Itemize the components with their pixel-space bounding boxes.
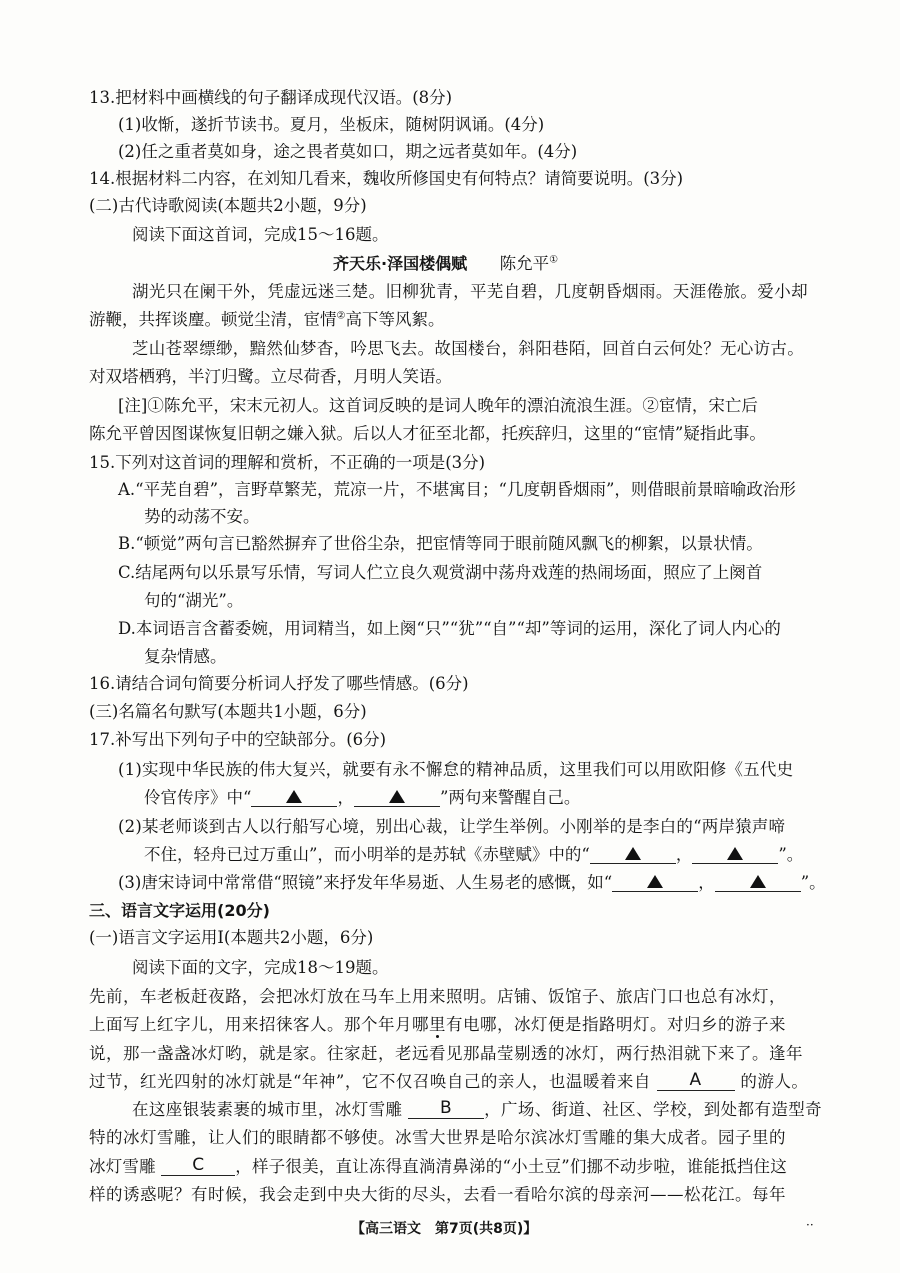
fill-blank[interactable]: [251, 786, 337, 807]
question-15-option-b: B.“顿觉”两句言已豁然摒弃了世俗尘杂，把宦情等同于眼前随风飘飞的柳絮，以景状情。: [118, 534, 763, 553]
text: ，: [698, 873, 715, 892]
triangle-icon: [647, 875, 663, 888]
section-poetry-heading: (二)古代诗歌阅读(本题共2小题，9分): [89, 196, 367, 215]
text: 不住，轻舟已过万重山”，而小明举的是苏轼《赤壁赋》中的“: [144, 845, 590, 864]
question-15-option-d-cont: 复杂情感。: [144, 647, 227, 666]
poem-stanza-1-line-1: 湖光只在阑干外，凭虚远迷三楚。旧柳犹青，平芜自碧，几度朝昏烟雨。天涯倦旅。爱小却: [132, 282, 808, 301]
corner-mark: ··: [806, 1218, 814, 1232]
poem-note-line-2: 陈允平曾因图谋恢复旧朝之嫌入狱。后以人才征至北都，托疾辞归，这里的“宦情”疑指此事。: [89, 424, 766, 443]
question-17-item-1-cont: [144, 786, 580, 810]
poem-instruction: 阅读下面这首词，完成15～16题。: [132, 225, 389, 244]
fill-blank[interactable]: [715, 871, 801, 892]
triangle-icon: [389, 790, 405, 803]
blank-label-a: A: [689, 1070, 702, 1090]
passage-line-5: [132, 1098, 822, 1122]
text: 冰灯雪雕: [89, 1157, 156, 1176]
question-15-option-a: A.“平芜自碧”，言野草繁芜，荒凉一片，不堪寓目；“几度朝昏烟雨”，则借眼前景暗喻政治形: [118, 480, 796, 499]
question-13-item-2: (2)任之重者莫如身，途之畏者莫如口，期之远者莫如年。(4分): [118, 142, 578, 161]
text: 的游人。: [740, 1072, 809, 1091]
section-3-1-heading: (一)语言文字运用Ⅰ(本题共2小题，6分): [89, 928, 374, 947]
triangle-icon: [286, 790, 302, 803]
blank-label-b: B: [440, 1098, 453, 1118]
text: ”两句来警醒自己。: [439, 788, 581, 807]
fill-blank[interactable]: [612, 871, 698, 892]
passage-line-6: 特的冰灯雪雕，让人们的眼睛都不够使。冰雪大世界是哈尔滨冰灯雪雕的集大成者。园子里的: [89, 1128, 786, 1147]
passage-line-3: 说，那一盏盏冰灯哟，就是家。往家赶，老远看见那晶莹剔透的冰灯，两行热泪就下来了。逢年: [89, 1044, 803, 1063]
question-15-option-d: D.本词语言含蓄委婉，用词精当，如上阕“只”“犹”“自”“却”等词的运用，深化了词人内心的: [118, 619, 781, 638]
fill-blank[interactable]: [590, 843, 676, 864]
blank-c[interactable]: [161, 1155, 235, 1176]
page-footer: 【高三语文 第7页(共8页)】: [351, 1221, 538, 1237]
poem-text: 高下等风絮。: [345, 310, 445, 329]
dotted-character: 里: [429, 1015, 446, 1034]
passage-line-7: [89, 1155, 787, 1179]
question-14: 14.根据材料二内容，在刘知几看来，魏收所修国史有何特点？请简要说明。(3分): [89, 169, 684, 188]
text: ”。: [778, 845, 804, 864]
text: 有电哪，冰灯便是指路明灯。对归乡的游子来: [446, 1015, 786, 1034]
poem-stanza-1-line-2: [89, 308, 444, 332]
blank-b[interactable]: [408, 1098, 484, 1119]
poem-stanza-2-line-1: 芝山苍翠缥缈，黯然仙梦杳，吟思飞去。故国楼台，斜阳巷陌，回首白云何处？无心访古。: [132, 339, 804, 358]
text: ，: [675, 845, 693, 864]
text: (3)唐宋诗词中常常借“照镜”来抒发年华易逝、人生易老的感慨，如“: [118, 873, 613, 892]
text-instruction: 阅读下面的文字，完成18～19题。: [132, 958, 389, 977]
section-3-heading: 三、语言文字运用(20分): [89, 901, 270, 920]
poem-author: 陈允平: [499, 254, 550, 273]
question-13-item-1: (1)收惭，遂折节读书。夏月，坐板床，随树阴讽诵。(4分): [118, 115, 545, 134]
question-17-item-2: (2)某老师谈到古人以行船写心境，别出心裁，让学生举例。小刚举的是李白的“两岸猿声啼: [118, 817, 786, 836]
triangle-icon: [750, 875, 766, 888]
blank-label-c: C: [192, 1155, 205, 1175]
text: ，样子很美，直让冻得直淌清鼻涕的“小土豆”们挪不动步啦，谁能抵挡住这: [235, 1157, 787, 1176]
poem-text: 游鞭，共挥谈麈。顿觉尘清，宦情: [89, 310, 337, 329]
poem-stanza-2-line-2: 对双塔栖鸦，半汀归鹭。立尽荷香，月明人笑语。: [89, 367, 452, 386]
passage-line-8: 样的诱惑呢？有时候，我会走到中央大街的尽头，去看一看哈尔滨的母亲河——松花江。每年: [89, 1185, 786, 1204]
poem-author-note-mark: ①: [549, 254, 559, 266]
text: ，: [337, 788, 354, 807]
blank-a[interactable]: [657, 1070, 735, 1091]
triangle-icon: [625, 847, 641, 860]
poem-note-line-1: [注]①陈允平，宋末元初人。这首词反映的是词人晚年的漂泊流浪生涯。②宦情，宋亡后: [118, 396, 758, 415]
question-16: 16.请结合词句简要分析词人抒发了哪些情感。(6分): [89, 674, 469, 693]
text: 在这座银装素裹的城市里，冰灯雪雕: [132, 1100, 403, 1119]
passage-line-4: [89, 1070, 808, 1094]
question-17: 17.补写出下列句子中的空缺部分。(6分): [89, 730, 387, 749]
passage-line-1: 先前，车老板赶夜路，会把冰灯放在马车上用来照明。店铺、饭馆子、旅店门口也总有冰灯，: [89, 987, 786, 1006]
question-17-item-1: (1)实现中华民族的伟大复兴，就要有永不懈怠的精神品质，这里我们可以用欧阳修《五代史: [118, 760, 794, 779]
text: 上面写上红字儿，用来招徕客人。那个年月哪: [89, 1015, 429, 1034]
question-15-option-a-cont: 势的动荡不安。: [144, 507, 260, 526]
question-15-option-c-cont: 句的“湖光”。: [144, 591, 244, 610]
text: 过节，红光四射的冰灯就是“年神”，它不仅召唤自己的亲人，也温暖着来自: [89, 1072, 651, 1091]
triangle-icon: [727, 847, 743, 860]
poem-heading: [333, 252, 558, 276]
question-13: 13.把材料中画横线的句子翻译成现代汉语。(8分): [89, 88, 453, 107]
question-15-option-c: C.结尾两句以乐景写乐情，写词人伫立良久观赏湖中荡舟戏莲的热闹场面，照应了上阕首: [118, 563, 763, 582]
poem-title: 齐天乐·泽国楼偶赋: [333, 254, 468, 273]
text: ，广场、街道、社区、学校，到处都有造型奇: [484, 1100, 823, 1119]
question-17-item-3: [118, 871, 826, 895]
question-15: 15.下列对这首词的理解和赏析，不正确的一项是(3分): [89, 453, 486, 472]
text: ”。: [800, 873, 826, 892]
section-recitation-heading: (三)名篇名句默写(本题共1小题，6分): [89, 702, 367, 721]
poem-note-mark: ②: [336, 310, 346, 322]
fill-blank[interactable]: [354, 786, 440, 807]
passage-line-2: [89, 1013, 786, 1037]
text: 伶官传序》中“: [144, 788, 252, 807]
fill-blank[interactable]: [692, 843, 778, 864]
question-17-item-2-cont: [144, 843, 803, 867]
